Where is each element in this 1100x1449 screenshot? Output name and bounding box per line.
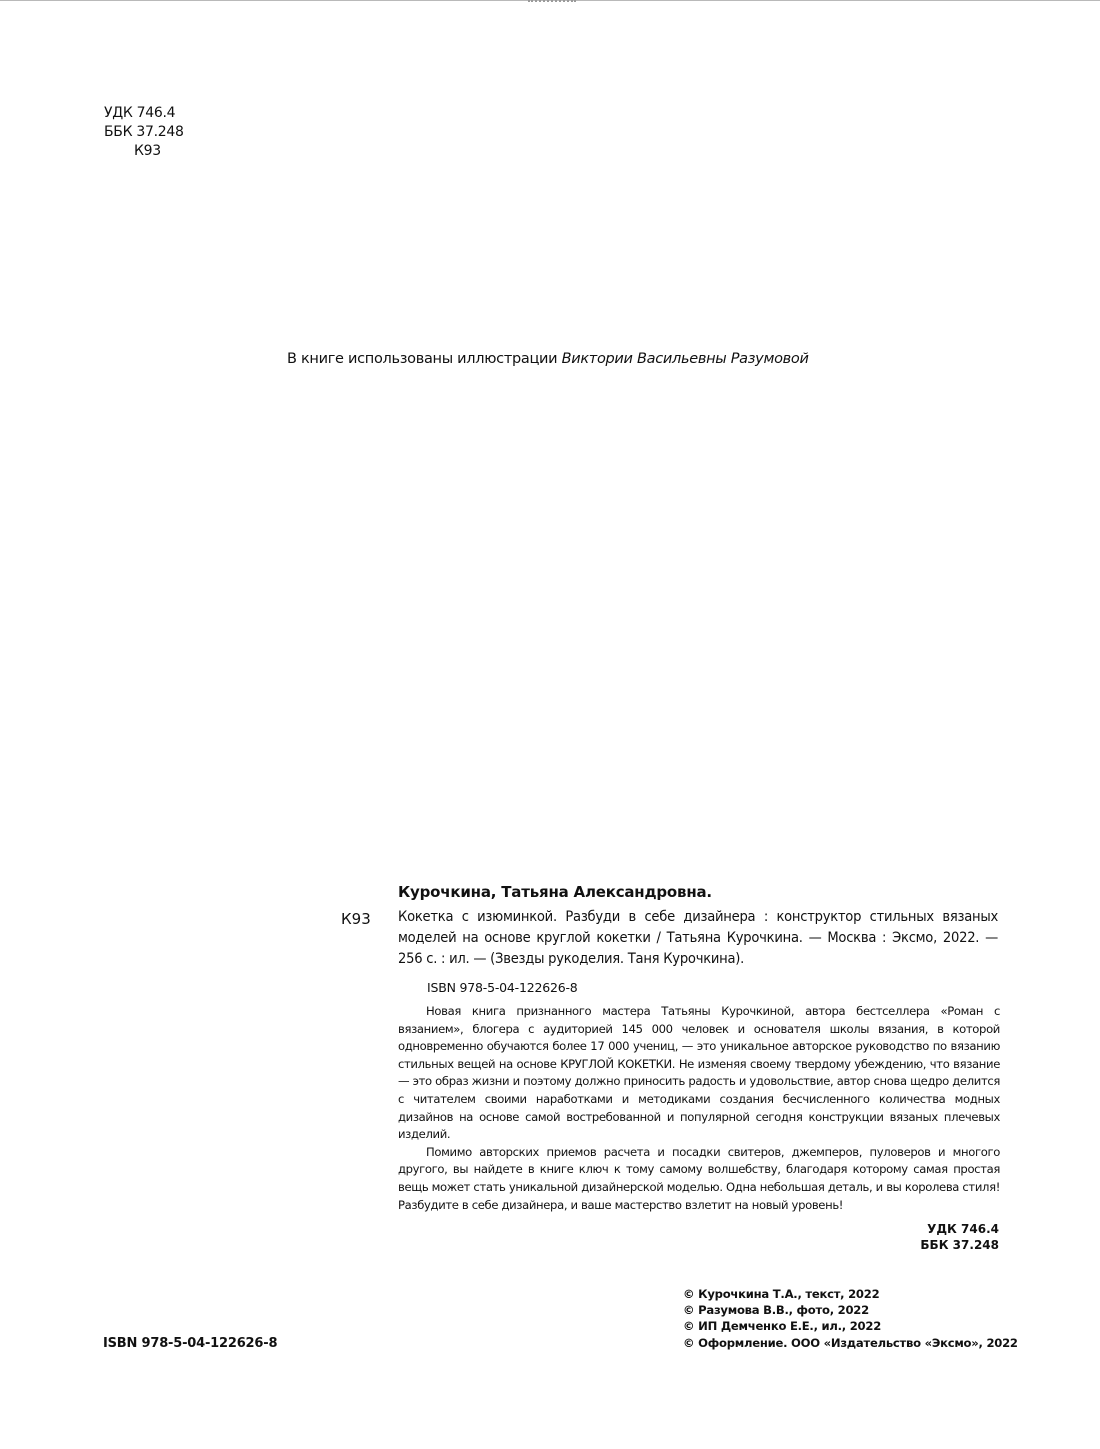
copyright-line: © Разумова В.В., фото, 2022 [683,1303,869,1318]
copyright-line: © Курочкина Т.А., текст, 2022 [683,1287,880,1301]
card-bbk: ББК 37.248 [920,1238,999,1252]
card-udk: УДК 746.4 [927,1222,999,1236]
book-annotation [398,1003,1000,1214]
copyright-line: © ИП Демченко Е.Е., ил., 2022 [683,1319,882,1334]
card-author: Курочкина, Татьяна Александровна. [398,883,712,901]
header-udk: УДК 746.4 [104,105,176,121]
footer-isbn: ISBN 978-5-04-122626-8 [103,1336,278,1351]
card-author-sign: К93 [341,910,371,928]
annotation-paragraph: Новая книга признанного мастера Татьяны Курочкиной, автора бестселлера «Роман с вязанием», блогера с аудиторией 145 000 человек и основателя школы вязания, в которой одновременно обучаются более 17 000 учениц, — это уникальное авторское руководство по вязанию стильных вещей на основе КРУГЛОЙ КОКЕТКИ. Не изменяя своему твердому убеждению, что вязание — это образ жизни и поэтому должно приносить радость и удовольствие, автор снова щедро делится с читателем своими наработками и методиками создания бесчисленного количества модных дизайнов на основе самой востребованной и популярной сегодня конструкции вязаных плечевых изделий. [398,1004,1000,1142]
copyright-block [683,1286,1018,1351]
header-author-sign: К93 [134,143,161,159]
copyright-line: © Оформление. ООО «Издательство «Эксмо», 2022 [683,1335,1018,1350]
illustrations-credit-prefix: В книге использованы иллюстрации [287,351,562,367]
annotation-paragraph: Помимо авторских приемов расчета и посадки свитеров, джемперов, пуловеров и многого другого, вы найдете в книге ключ к тому самому волшебству, благодаря которому самая простая вещь может стать уникальной дизайнерской моделью. Одна небольшая деталь, и вы королева стиля! Разбудите в себе дизайнера, и ваше мастерство взлетит на новый уровень! [398,1144,1000,1212]
card-classification-codes [900,1221,999,1253]
card-bibliographic-description: Кокетка с изюминкой. Разбуди в себе дизайнера : конструктор стильных вязаных моделей на основе круглой кокетки / Татьяна Курочкина. — Москва : Эксмо, 2022. — 256 с. : ил. — (Звезды рукоделия. Таня Курочкина). [398,908,998,967]
header-bbk: ББК 37.248 [104,124,184,140]
illustrator-name: Виктории Васильевны Разумовой [561,351,809,367]
top-crop-mark [528,0,576,4]
card-isbn: ISBN 978-5-04-122626-8 [427,980,578,995]
illustrations-credit [287,351,809,367]
